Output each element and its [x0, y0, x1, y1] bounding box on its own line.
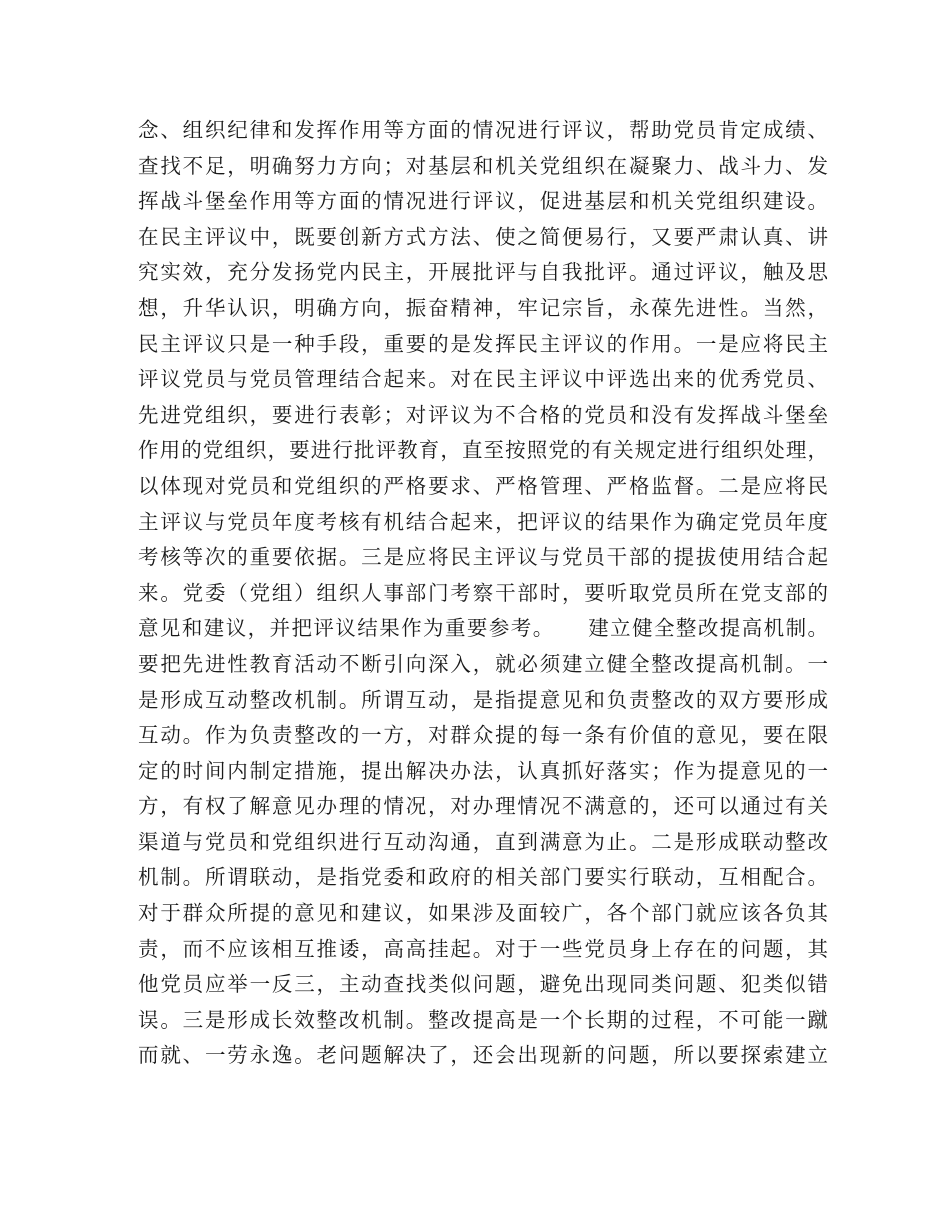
text-line: 民主评议只是一种手段，重要的是发挥民主评议的作用。一是应将民主 [138, 331, 828, 356]
text-line: 评议党员与党员管理结合起来。对在民主评议中评选出来的优秀党员、 [138, 367, 828, 392]
text-line: 以体现对党员和党组织的严格要求、严格管理、严格监督。二是应将民 [138, 473, 828, 498]
text-line: 究实效，充分发扬党内民主，开展批评与自我批评。通过评议，触及思 [138, 260, 828, 285]
text-line: 他党员应举一反三，主动查找类似问题，避免出现同类问题、犯类似错 [138, 972, 828, 997]
text-line: 主评议与党员年度考核有机结合起来，把评议的结果作为确定党员年度 [138, 509, 828, 534]
text-line: 渠道与党员和党组织进行互动沟通，直到满意为止。二是形成联动整改 [138, 829, 828, 854]
text-line: 先进党组织，要进行表彰；对评议为不合格的党员和没有发挥战斗堡垒 [138, 402, 828, 427]
text-line: 机制。所谓联动，是指党委和政府的相关部门要实行联动，互相配合。 [138, 865, 828, 890]
text-line: 在民主评议中，既要创新方式方法、使之简便易行，又要严肃认真、讲 [138, 224, 828, 249]
text-line: 方，有权了解意见办理的情况，对办理情况不满意的，还可以通过有关 [138, 794, 828, 819]
text-line: 定的时间内制定措施，提出解决办法，认真抓好落实；作为提意见的一 [138, 758, 828, 783]
text-line: 互动。作为负责整改的一方，对群众提的每一条有价值的意见，要在限 [138, 723, 828, 748]
text-line: 念、组织纪律和发挥作用等方面的情况进行评议，帮助党员肯定成绩、 [138, 118, 828, 142]
text-line: 责，而不应该相互推诿，高高挂起。对于一些党员身上存在的问题，其 [138, 936, 828, 961]
text-line: 挥战斗堡垒作用等方面的情况进行评议，促进基层和机关党组织建设。 [138, 189, 828, 214]
text-line: 查找不足，明确努力方向；对基层和机关党组织在凝聚力、战斗力、发 [138, 153, 828, 178]
text-line: 误。三是形成长效整改机制。整改提高是一个长期的过程，不可能一蹴 [138, 1007, 828, 1032]
text-line: 是形成互动整改机制。所谓互动，是指提意见和负责整改的双方要形成 [138, 687, 828, 712]
text-line: 对于群众所提的意见和建议，如果涉及面较广，各个部门就应该各负其 [138, 901, 828, 926]
text-line: 考核等次的重要依据。三是应将民主评议与党员干部的提拔使用结合起 [138, 545, 828, 570]
body-text [138, 113, 828, 1074]
text-line: 要把先进性教育活动不断引向深入，就必须建立健全整改提高机制。一 [138, 651, 828, 676]
text-line: 作用的党组织，要进行批评教育，直至按照党的有关规定进行组织处理， [138, 438, 828, 463]
text-line: 来。党委（党组）组织人事部门考察干部时，要听取党员所在党支部的 [138, 580, 828, 605]
text-line: 意见和建议，并把评议结果作为重要参考。 建立健全整改提高机制。 [138, 616, 828, 641]
text-line: 想，升华认识，明确方向，振奋精神，牢记宗旨，永葆先进性。当然， [138, 295, 828, 320]
text-line: 而就、一劳永逸。老问题解决了，还会出现新的问题，所以要探索建立 [138, 1043, 828, 1068]
